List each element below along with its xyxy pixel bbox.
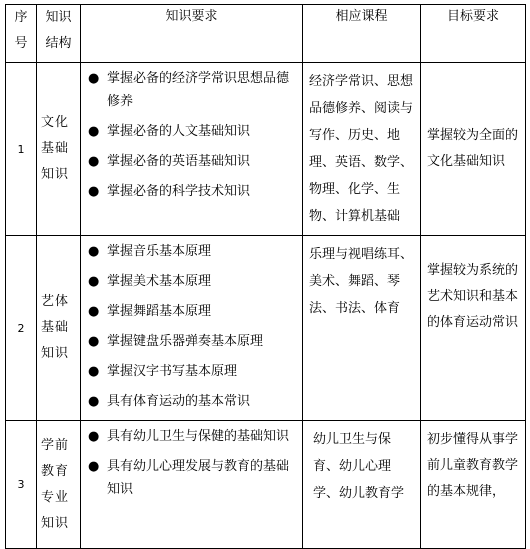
header-structure [37, 5, 81, 63]
header-goal: 目标要求 [421, 5, 526, 63]
curriculum-table [5, 4, 526, 549]
structure-line: 知识 [41, 515, 70, 531]
structure-line: 教育 [41, 463, 70, 479]
row-goal: 掌握较为全面的文化基础知识 [421, 63, 526, 236]
bullet-icon: ● [88, 334, 100, 349]
header-requirements: 知识要求 [81, 5, 303, 63]
list-item [81, 67, 302, 113]
list-item [81, 150, 302, 173]
row-courses: 乐理与视唱练耳、美术、舞蹈、琴法、书法、体育 [303, 236, 421, 421]
table-row [6, 236, 526, 421]
requirement-text: 掌握键盘乐器弹奏基本原理 [107, 334, 264, 349]
requirement-text: 具有体育运动的基本常识 [107, 394, 251, 409]
header-seq-line: 序 [14, 10, 28, 25]
header-seq-line: 号 [14, 36, 28, 51]
row-index: 3 [6, 421, 37, 549]
row-courses: 幼儿卫生与保育、幼儿心理学、幼儿教育学 [303, 421, 421, 549]
bullet-icon: ● [88, 274, 100, 289]
list-item [81, 180, 302, 203]
requirement-text: 掌握必备的人文基础知识 [107, 124, 251, 139]
requirement-text: 掌握汉字书写基本原理 [107, 364, 238, 379]
row-requirements [81, 236, 303, 421]
row-goal: 初步懂得从事学前儿童教育教学的基本规律， [421, 421, 526, 549]
bullet-icon: ● [88, 429, 100, 444]
header-seq [6, 5, 37, 63]
header-structure-line: 结构 [45, 36, 72, 51]
requirement-text: 掌握必备的经济学常识思想品德修养 [107, 71, 290, 109]
bullet-icon: ● [88, 459, 100, 474]
list-item [81, 455, 302, 501]
structure-line: 文化 [41, 115, 70, 130]
bullet-icon: ● [88, 124, 100, 139]
list-item [81, 360, 302, 383]
row-structure [37, 63, 81, 236]
list-item [81, 390, 302, 413]
list-item [81, 425, 302, 448]
bullet-icon: ● [88, 71, 100, 86]
row-courses: 经济学常识、思想品德修养、阅读与写作、历史、地理、英语、数学、物理、化学、生物、计算机基础 [303, 63, 421, 236]
structure-line: 学前 [41, 437, 70, 453]
structure-line: 知识 [41, 346, 70, 361]
table-row [6, 421, 526, 549]
bullet-icon: ● [88, 304, 100, 319]
row-index: 1 [6, 63, 37, 236]
bullet-icon: ● [88, 244, 100, 259]
bullet-icon: ● [88, 394, 100, 409]
table-row [6, 63, 526, 236]
list-item [81, 240, 302, 263]
structure-line: 基础 [41, 141, 70, 156]
requirement-text: 掌握音乐基本原理 [107, 244, 212, 259]
bullet-icon: ● [88, 184, 100, 199]
requirement-text: 掌握必备的英语基础知识 [107, 154, 251, 169]
row-goal: 掌握较为系统的艺术知识和基本的体育运动常识 [421, 236, 526, 421]
row-structure [37, 421, 81, 549]
requirement-text: 掌握舞蹈基本原理 [107, 304, 212, 319]
structure-line: 专业 [41, 489, 70, 505]
requirement-text: 掌握美术基本原理 [107, 274, 212, 289]
requirement-text: 具有幼儿心理发展与教育的基础知识 [107, 459, 290, 497]
header-row [6, 5, 526, 63]
bullet-icon: ● [88, 364, 100, 379]
row-requirements [81, 63, 303, 236]
structure-line: 知识 [41, 167, 70, 182]
list-item [81, 300, 302, 323]
bullet-icon: ● [88, 154, 100, 169]
row-index: 2 [6, 236, 37, 421]
list-item [81, 120, 302, 143]
header-courses: 相应课程 [303, 5, 421, 63]
list-item [81, 270, 302, 293]
header-structure-line: 知识 [45, 10, 72, 25]
list-item [81, 330, 302, 353]
row-structure [37, 236, 81, 421]
structure-line: 艺体 [41, 294, 70, 309]
requirement-text: 掌握必备的科学技术知识 [107, 184, 251, 199]
requirement-text: 具有幼儿卫生与保健的基础知识 [107, 429, 290, 444]
row-requirements [81, 421, 303, 549]
structure-line: 基础 [41, 320, 70, 335]
